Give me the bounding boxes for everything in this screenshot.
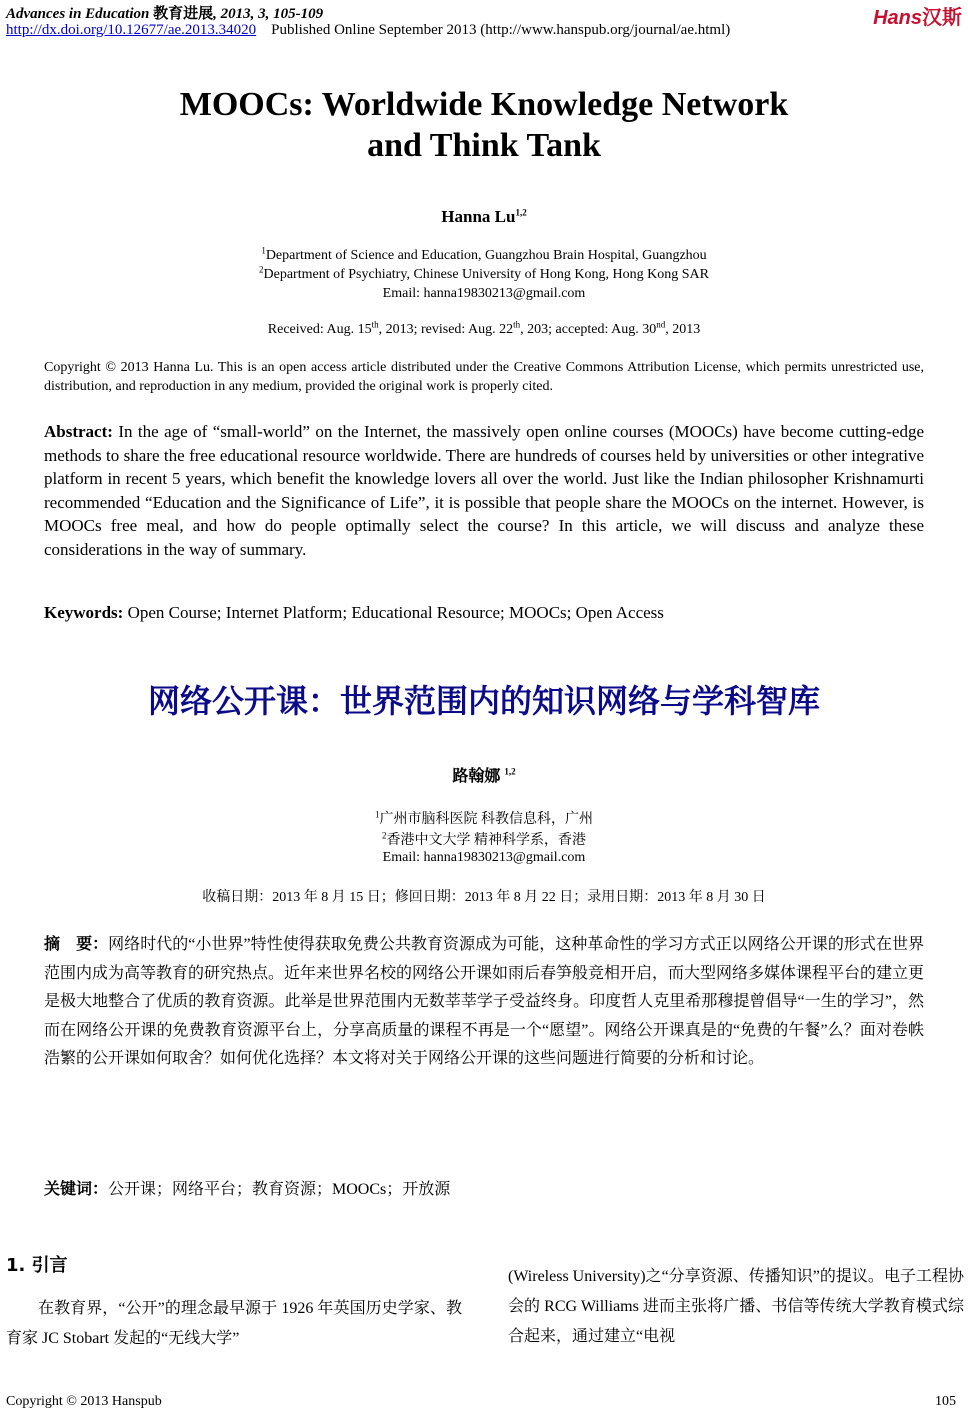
email: Email: hanna19830213@gmail.com [382,286,586,301]
year-text: , 2013 [665,322,701,337]
abstract-label: Abstract: [44,422,113,441]
affil-1-text: Department of Science and Education, Guangzhou Brain Hospital, Guangzhou [265,248,707,263]
received-sup: th [371,319,379,330]
cn-abstract [44,930,924,1074]
logo-text: Hans [873,7,922,29]
cn-affil-1-sup: 1 [375,809,380,820]
publisher-logo [873,1,962,30]
journal-header [6,2,323,23]
copyright-notice: Copyright © 2013 Hanna Lu. This is an open access article distributed under the Creative Commons Attribution License, which permits unrestricted use, distribution, and reproduction in any medium, provided the original work is properly cited. [44,360,924,394]
keywords-label: Keywords: [44,603,124,622]
cn-author-sup: 1,2 [504,766,516,777]
title-line-2: and Think Tank [367,127,601,164]
affiliation-1 [0,245,968,264]
accepted-sup: nd [656,319,666,330]
cn-affil-2-sup: 2 [382,830,387,841]
cn-keywords-label: 关键词： [44,1179,109,1198]
cn-affiliation-2 [0,829,968,849]
cn-title: 网络公开课：世界范围内的知识网络与学科智库 [147,682,820,720]
cn-keywords [44,1176,924,1199]
journal-name-cn: 教育进展 [153,6,214,22]
paper-title [0,84,968,166]
cn-dates: 收稿日期：2013 年 8 月 15 日；修回日期：2013 年 8 月 22 日；录用日期：2013 年 8 月 30 日 [202,890,766,905]
revised-sup: th [513,319,521,330]
journal-name: Advances in Education [6,6,150,22]
affil-2-text: Department of Psychiatry, Chinese University of Hong Kong, Hong Kong SAR [263,267,709,282]
author [0,207,968,227]
cn-affil-2-text: 香港中文大学 精神科学系，香港 [386,833,586,848]
cn-author-name: 路翰娜 [452,768,501,785]
journal-citation: , 2013, 3, 105-109 [213,6,324,22]
footer-copyright: Copyright © 2013 Hanspub [6,1394,162,1409]
cn-affiliation-1 [0,808,968,828]
affil-2-sup: 2 [259,264,264,275]
cn-affil-1-text: 广州市脑科医院 科教信息科，广州 [379,812,593,827]
body-right-column: (Wireless University)之“分享资源、传播知识”的提议。电子工程协会的 RCG Williams 进而主张将广播、书信等传统大学教育模式综合起来，通过建立“电视 [508,1268,964,1345]
abstract [44,420,924,561]
body-left-column: 在教育界，“公开”的理念最早源于 1926 年英国历史学家、教育家 JC Stobart 发起的“无线大学” [6,1300,462,1347]
received-dates [0,319,968,338]
cn-keywords-text: 公开课；网络平台；教育资源；MOOCs；开放源 [108,1181,451,1198]
affiliation-2 [0,264,968,283]
cn-abstract-label: 摘 要： [44,934,109,953]
published-online: Published Online September 2013 (http://www.hanspub.org/journal/ae.html) [271,22,731,38]
keywords-text: Open Course; Internet Platform; Educational Resource; MOOCs; Open Access [123,603,664,622]
revised-text: , 2013; revised: Aug. 22 [378,322,514,337]
page-number: 105 [935,1394,956,1409]
author-name: Hanna Lu [441,207,516,226]
title-line-1: MOOCs: Worldwide Knowledge Network [179,86,789,123]
doi-link[interactable]: http://dx.doi.org/10.12677/ae.2013.34020 [6,22,257,38]
doi-line [6,22,730,39]
affil-1-sup: 1 [261,245,266,256]
section-heading: 1. 引言 [6,1255,68,1276]
keywords [44,603,924,623]
cn-author [0,763,968,786]
author-sup: 1,2 [515,207,527,218]
logo-text-cn: 汉斯 [922,7,962,29]
received-text: Received: Aug. 15 [267,322,372,337]
cn-abstract-text: 网络时代的“小世界”特性使得获取免费公共教育资源成为可能，这种革命性的学习方式正以网络公开课的形式在世界范围内成为高等教育的研究热点。近年来世界名校的网络公开课如雨后春笋般竞相开启，而大型网络多媒体课程平台的建立更是极大地整合了优质的教育资源。此举是世界范围内无数莘莘学子受益终身。印度哲人克里希那穆提曾倡导“一生的学习”，然而在网络公开课的免费教育资源平台上，分享高质量的课程不再是一个“愿望”。网络公开课真是的“免费的午餐”么？面对卷帙浩繁的公开课如何取舍？如何优化选择？本文将对关于网络公开课的这些问题进行简要的分析和讨论。 [44,936,925,1067]
cn-email: Email: hanna19830213@gmail.com [382,850,586,865]
abstract-text: In the age of “small-world” on the Internet, the massively open online courses (MOOCs) have become cutting-edge methods to share the free educational resource worldwide. There are hundreds of courses held by universities or other integrative platform in recent 5 years, which benefit the knowledge lovers all over the world. Just like the Indian philosopher Krishnamurti recommended “Education and the Significance of Life”, it is possible that people share the MOOCs on the internet. However, is MOOCs free meal, and how do people optimally select the course? In this article, we will discuss and analyze these considerations in the way of summary. [44,422,924,559]
accepted-text: , 203; accepted: Aug. 30 [520,322,657,337]
